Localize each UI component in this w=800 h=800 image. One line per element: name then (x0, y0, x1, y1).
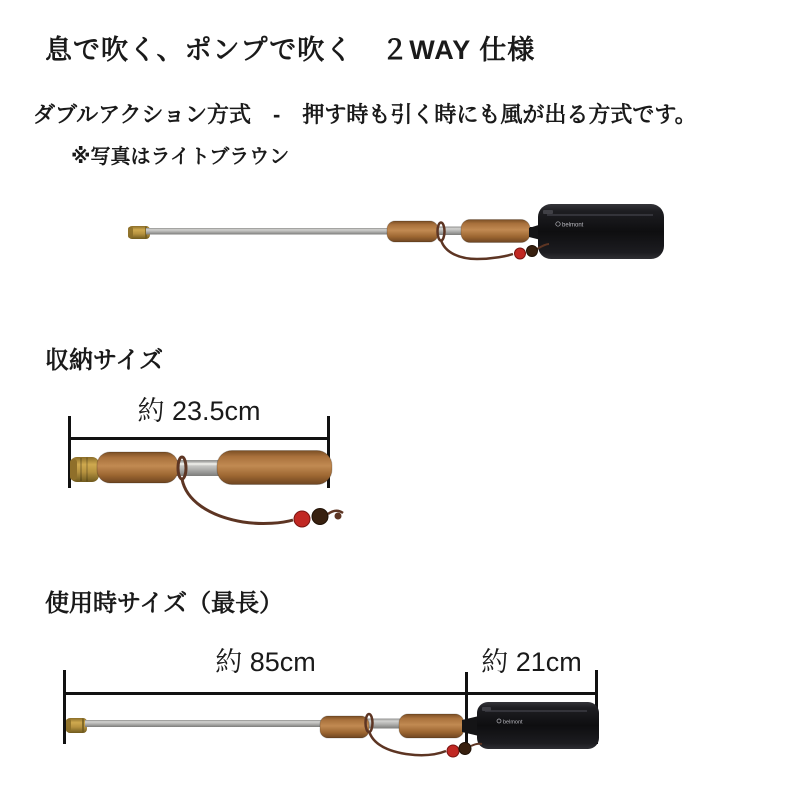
photo-color-note: ※写真はライトブラウン (71, 146, 290, 168)
pump-body-icon (529, 204, 664, 259)
product-photo-extended (115, 195, 670, 270)
in-use-size-heading: 使用時サイズ（最長） (45, 590, 284, 617)
pump-body-icon (462, 702, 599, 749)
cord-beads-icon (447, 743, 471, 758)
product-photo-extended-bottom (55, 695, 615, 770)
product-photo-collapsed (58, 448, 358, 543)
feature-subtitle: ダブルアクション方式 - 押す時も引く時にも風が出る方式です。 (33, 102, 697, 127)
telescopic-tube-icon (175, 460, 222, 476)
svg-text:belmont: belmont (503, 719, 523, 726)
brass-nozzle-icon (66, 718, 87, 733)
storage-size-heading: 収納サイズ (45, 347, 164, 374)
storage-length-label: 約 23.5cm (137, 396, 261, 426)
storage-dimension-bar (71, 437, 327, 440)
cord-beads-icon (515, 246, 538, 260)
page-title: 息で吹く、ポンプで吹く ２WAY 仕様 (45, 35, 536, 65)
pump-length-label: 約 21cm (481, 647, 582, 677)
svg-text:belmont: belmont (562, 222, 584, 229)
brass-nozzle-icon (70, 457, 99, 482)
body-length-label: 約 85cm (215, 647, 316, 677)
